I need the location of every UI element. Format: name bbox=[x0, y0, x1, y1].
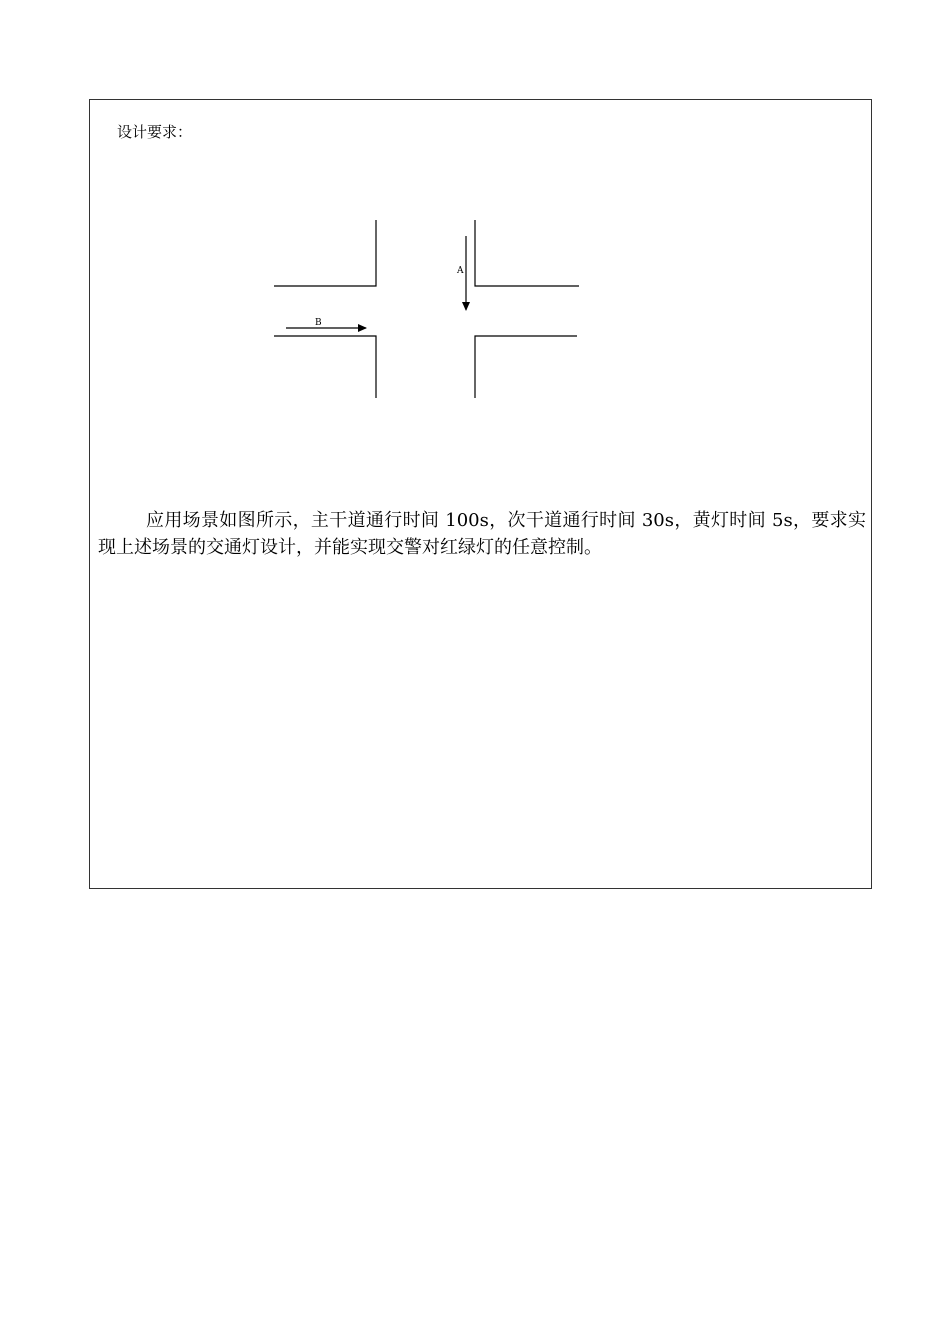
section-heading: 设计要求： bbox=[117, 123, 193, 141]
road-edge-bottom-left bbox=[274, 336, 376, 398]
intersection-diagram bbox=[274, 218, 584, 418]
road-edge-top-right bbox=[475, 220, 579, 286]
road-edge-top-left bbox=[274, 220, 376, 286]
requirements-paragraph: 应用场景如图所示，主干道通行时间 100s，次干道通行时间 30s，黄灯时间 5s，要求实现上述场景的交通灯设计，并能实现交警对红绿灯的任意控制。 bbox=[98, 510, 866, 558]
arrow-a-label: A bbox=[457, 266, 464, 276]
road-edge-bottom-right bbox=[475, 336, 577, 398]
arrow-b-label: B bbox=[315, 318, 322, 328]
intersection-svg bbox=[274, 218, 584, 418]
requirements-frame bbox=[89, 99, 872, 889]
